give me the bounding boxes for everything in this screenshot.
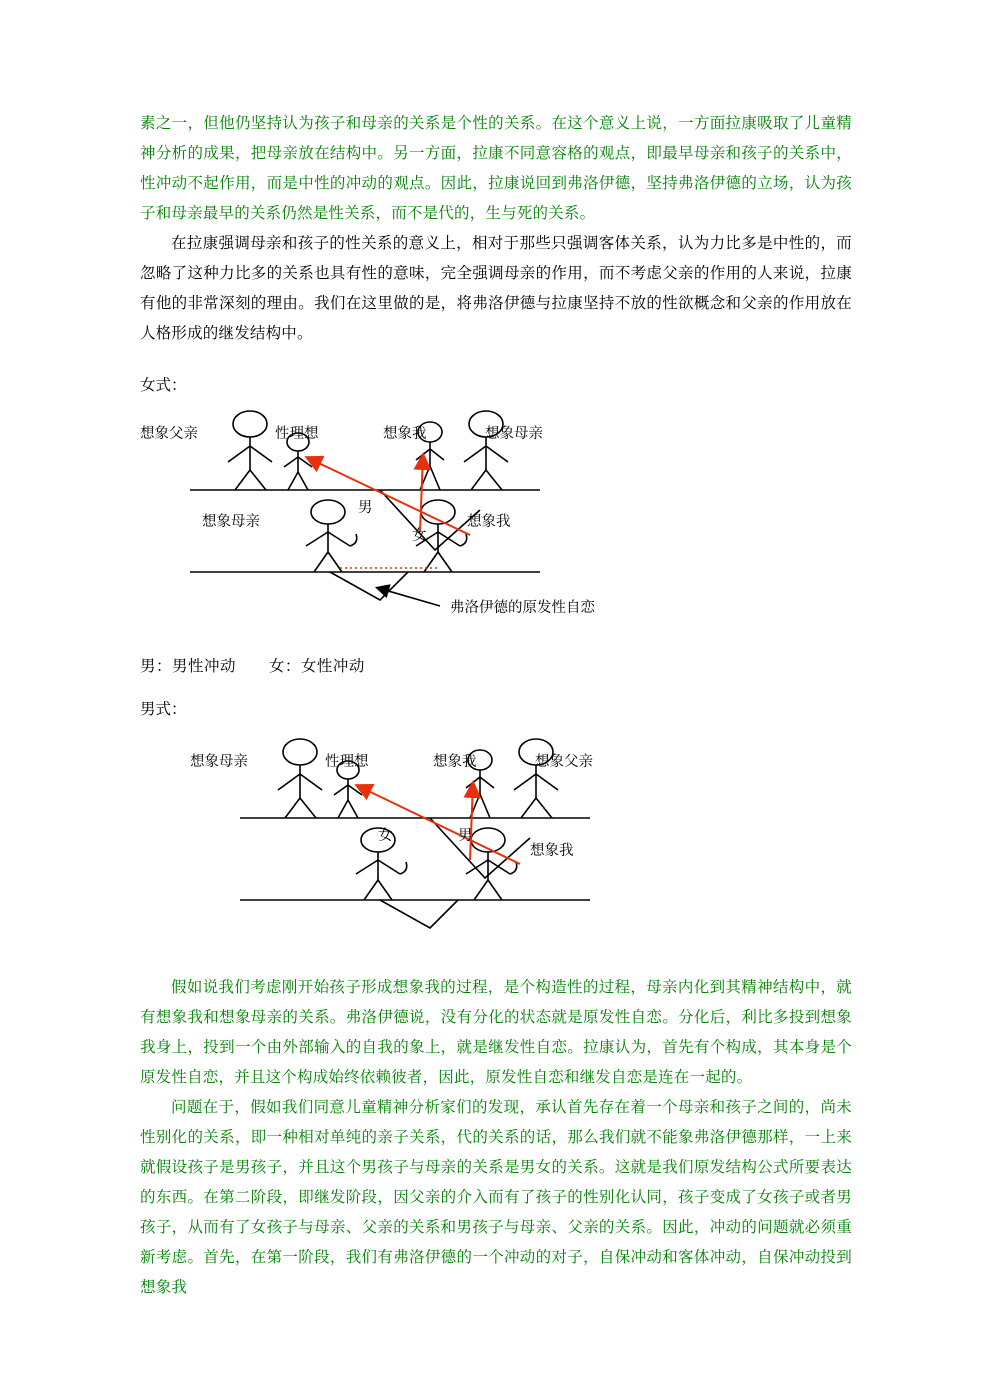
document-body xyxy=(140,108,852,1302)
figure-male-scheme xyxy=(140,724,852,972)
paragraph-1: 素之一，但他仍坚持认为孩子和母亲的关系是个性的关系。在这个意义上说，一方面拉康吸取了儿童精神分析的成果，把母亲放在结构中。另一方面，拉康不同意容格的观点，即最早母亲和孩子的关系中，性冲动不起作用，而是中性的冲动的观点。因此，拉康说回到弗洛伊德，坚持弗洛伊德的立场，认为孩子和母亲最早的关系仍然是性关系，而不是代的，生与死的关系。 xyxy=(140,114,852,222)
label-imaginary-mother-mid-female: 想象母亲 xyxy=(202,514,260,530)
figure-female-scheme xyxy=(140,400,852,652)
label-male-drive-mark-male: 男 xyxy=(458,828,473,844)
legend-row xyxy=(140,652,852,680)
legend-female-drive: 女：女性冲动 xyxy=(268,657,365,675)
label-imaginary-me-top-female: 想象我 xyxy=(383,426,427,442)
label-male-drive-mark-female: 男 xyxy=(358,500,373,516)
label-sexual-ideal-male: 性理想 xyxy=(325,754,369,770)
label-imaginary-mother-top-male: 想象母亲 xyxy=(190,754,248,770)
heading-female-scheme: 女式： xyxy=(140,376,187,394)
label-imaginary-father-top-female: 想象父亲 xyxy=(140,426,198,442)
paragraph-3: 假如说我们考虑刚开始孩子形成想象我的过程，是个构造性的过程，母亲内化到其精神结构中，就有想象我和想象母亲的关系。弗洛伊德说，没有分化的状态就是原发性自恋。分化后，利比多投到想象我身上，投到一个由外部输入的自我的象上，就是继发性自恋。拉康认为，首先有个构成，其本身是个原发性自恋，并且这个构成始终依赖彼者，因此，原发性自恋和继发自恋是连在一起的。 xyxy=(140,978,852,1086)
label-sexual-ideal-female: 性理想 xyxy=(275,426,319,442)
legend-male-drive: 男：男性冲动 xyxy=(140,657,237,675)
spacer xyxy=(140,348,852,370)
label-imaginary-mother-top-female: 想象母亲 xyxy=(485,426,543,442)
label-freud-primary-narcissism: 弗洛伊德的原发性自恋 xyxy=(450,600,595,616)
label-imaginary-me-top-male: 想象我 xyxy=(433,754,477,770)
label-imaginary-father-top-male: 想象父亲 xyxy=(535,754,593,770)
paragraph-4: 问题在于，假如我们同意儿童精神分析家们的发现，承认首先存在着一个母亲和孩子之间的，尚未性别化的关系，即一种相对单纯的亲子关系，代的关系的话，那么我们就不能象弗洛伊德那样，一上来就假设孩子是男孩子，并且这个男孩子与母亲的关系是男女的关系。这就是我们原发结构公式所要表达的东西。在第二阶段，即继发阶段，因父亲的介入而有了孩子的性别化认同，孩子变成了女孩子或者男孩子，从而有了女孩子与母亲、父亲的关系和男孩子与母亲、父亲的关系。因此，冲动的问题就必须重新考虑。首先，在第一阶段，我们有弗洛伊德的一个冲动的对子，自保冲动和客体冲动，自保冲动投到想象我 xyxy=(140,1098,852,1296)
label-imaginary-me-mid-female: 想象我 xyxy=(467,514,511,530)
spacer xyxy=(140,680,852,694)
label-imaginary-me-mid-male: 想象我 xyxy=(530,843,574,859)
label-female-drive-mark-female: 女 xyxy=(412,528,427,544)
label-female-drive-mark-male: 女 xyxy=(378,828,393,844)
heading-male-scheme: 男式： xyxy=(140,700,187,718)
paragraph-2: 在拉康强调母亲和孩子的性关系的意义上，相对于那些只强调客体关系，认为力比多是中性的，而忽略了这种力比多的关系也具有性的意味，完全强调母亲的作用，而不考虑父亲的作用的人来说，拉康有他的非常深刻的理由。我们在这里做的是，将弗洛伊德与拉康坚持不放的性欲概念和父亲的作用放在人格形成的继发结构中。 xyxy=(140,234,852,342)
